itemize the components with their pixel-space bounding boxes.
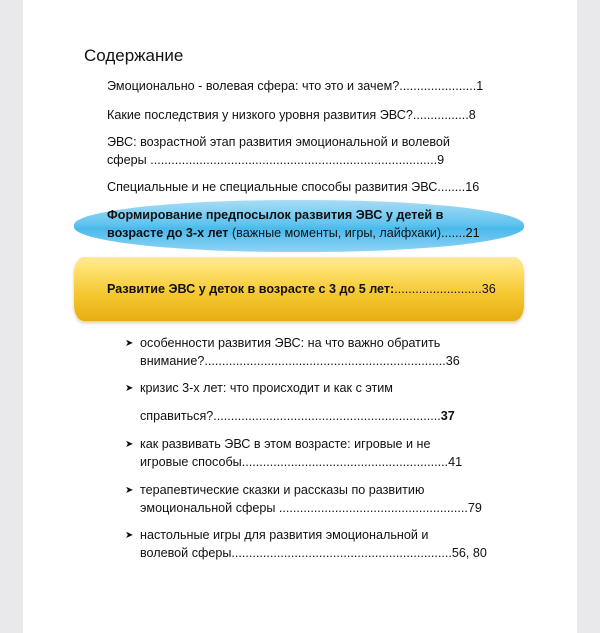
toc-entry-6-page: .........................36: [394, 282, 496, 296]
subitem-2-line1: кризис 3-х лет: что происходит и как с этим: [140, 381, 393, 395]
subitem-5-line1: настольные игры для развития эмоциональной и: [140, 528, 429, 542]
bullet-arrow-icon: ➤: [125, 485, 134, 496]
toc-entry-5-line1: Формирование предпосылок развития ЭВС у детей в: [107, 208, 444, 222]
subitem-5-line2: волевой сферы...............................................................56, 80: [140, 546, 487, 560]
toc-entry-2: Какие последствия у низкого уровня развития ЭВС?................8: [107, 108, 476, 122]
toc-entry-3-line2: сферы ..................................................................................9: [107, 153, 445, 167]
subitem-4-line2: эмоциональной сферы ......................................................79: [140, 501, 482, 515]
subitem-2-page: 37: [440, 409, 455, 423]
toc-entry-4: Специальные и не специальные способы развития ЭВС........16: [107, 180, 480, 194]
page-title: Содержание: [84, 46, 184, 65]
subitem-1-line1: особенности развития ЭВС: на что важно обратить: [140, 336, 441, 350]
bullet-arrow-icon: ➤: [125, 338, 134, 349]
toc-entry-6: [107, 281, 496, 298]
bullet-arrow-icon: ➤: [125, 530, 134, 541]
subitem-4-line1: терапевтические сказки и рассказы по развитию: [140, 483, 425, 497]
subitem-3-line1: как развивать ЭВС в этом возрасте: игровые и не: [140, 437, 431, 451]
toc-entry-5-bold: возрасте до 3-х лет: [107, 226, 229, 240]
bullet-arrow-icon: ➤: [125, 383, 134, 394]
toc-entry-1: Эмоционально - волевая сфера: что это и зачем?......................1: [107, 79, 484, 93]
subitem-2-line2: [140, 408, 455, 425]
subitem-3-line2: игровые способы...........................................................41: [140, 455, 463, 469]
toc-entry-3-line1: ЭВС: возрастной этап развития эмоциональной и волевой: [107, 135, 450, 149]
subitem-2-dots: справиться?.................................................................: [140, 409, 441, 423]
toc-entry-5-line2: [107, 225, 480, 242]
subitem-1-line2: внимание?.....................................................................36: [140, 354, 460, 368]
toc-entry-6-title: Развитие ЭВС у деток в возрасте с 3 до 5 лет:: [107, 282, 395, 296]
bullet-arrow-icon: ➤: [125, 439, 134, 450]
toc-entry-5-rest: (важные моменты, игры, лайфхаки).......21: [228, 226, 480, 240]
